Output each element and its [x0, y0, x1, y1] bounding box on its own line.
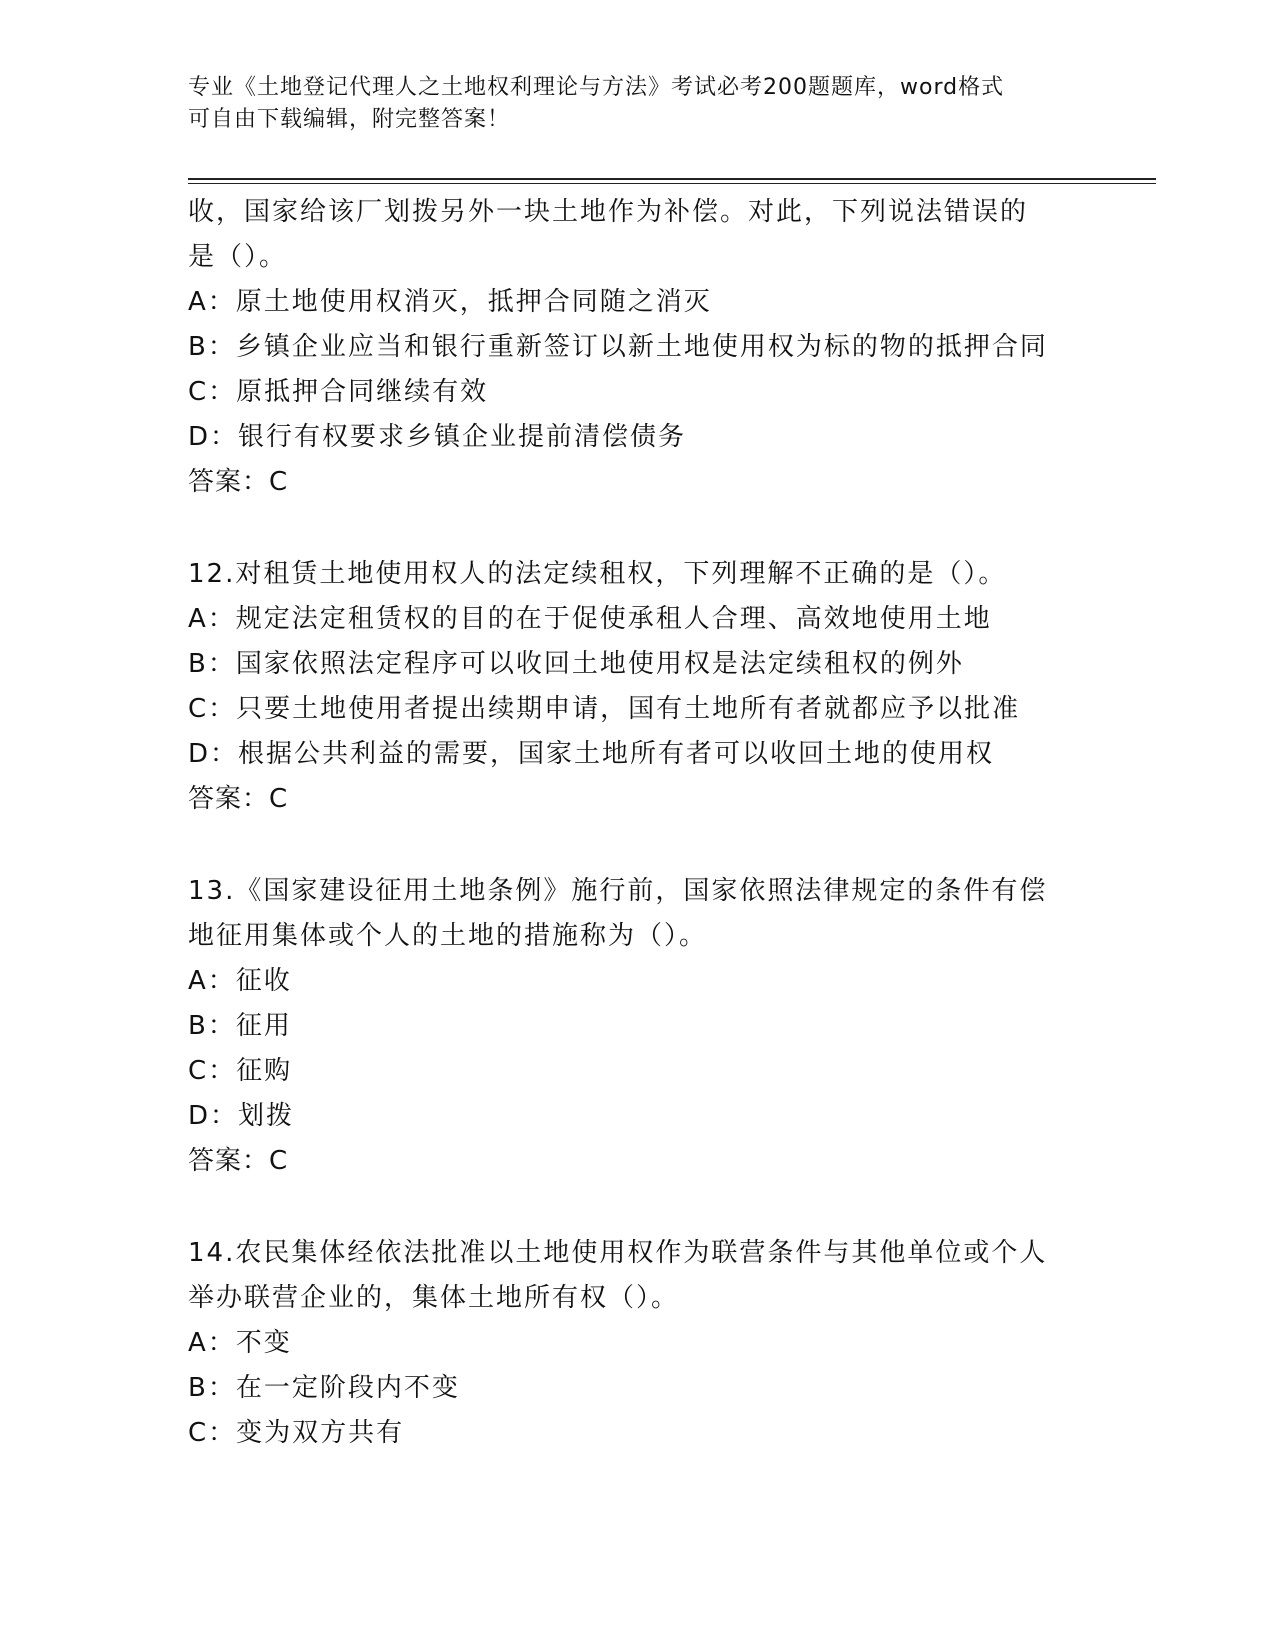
question-13-text-line-1: 13.《国家建设征用土地条例》施行前，国家依照法律规定的条件有偿 [188, 876, 1048, 906]
header-divider-thin [188, 183, 1156, 184]
question-14-option-c: C：变为双方共有 [188, 1418, 405, 1448]
question-13-text-line-2: 地征用集体或个人的土地的措施称为（）。 [188, 921, 708, 951]
spacer [188, 822, 1088, 869]
question-14-option-b: B：在一定阶段内不变 [188, 1373, 460, 1403]
spacer [188, 505, 1088, 552]
header-title-line-2: 可自由下载编辑，附完整答案！ [188, 107, 511, 132]
question-11-answer: 答案：C [188, 467, 289, 497]
question-11-option-c: C：原抵押合同继续有效 [188, 377, 489, 407]
question-13-option-d: D：划拨 [188, 1101, 295, 1131]
question-13 [188, 869, 1088, 1184]
question-12-option-a: A：规定法定租赁权的目的在于促使承租人合理、高效地使用土地 [188, 604, 992, 634]
question-13-option-b: B：征用 [188, 1011, 292, 1041]
question-12-text-line-1: 12.对租赁土地使用权人的法定续租权，下列理解不正确的是（）。 [188, 559, 1007, 589]
question-14-option-a: A：不变 [188, 1328, 292, 1358]
question-list [188, 190, 1088, 1456]
question-14-text-line-1: 14.农民集体经依法批准以土地使用权作为联营条件与其他单位或个人 [188, 1238, 1048, 1268]
question-11 [188, 190, 1088, 505]
question-12-answer: 答案：C [188, 784, 289, 814]
question-12 [188, 552, 1088, 822]
question-14 [188, 1231, 1088, 1456]
header-title-line-1: 专业《土地登记代理人之土地权利理论与方法》考试必考200题题库，word格式 [188, 75, 1005, 100]
question-11-text-line-1: 收，国家给该厂划拨另外一块土地作为补偿。对此，下列说法错误的 [188, 197, 1029, 227]
question-14-text-line-2: 举办联营企业的，集体土地所有权（）。 [188, 1283, 680, 1313]
question-12-option-d: D：根据公共利益的需要，国家土地所有者可以收回土地的使用权 [188, 739, 995, 769]
question-11-option-b: B：乡镇企业应当和银行重新签订以新土地使用权为标的物的抵押合同 [188, 332, 1048, 362]
question-13-option-a: A：征收 [188, 966, 292, 996]
page-header [188, 72, 1068, 136]
question-13-answer: 答案：C [188, 1146, 289, 1176]
question-11-option-d: D：银行有权要求乡镇企业提前清偿债务 [188, 422, 687, 452]
spacer [188, 1184, 1088, 1231]
question-12-option-c: C：只要土地使用者提出续期申请，国有土地所有者就都应予以批准 [188, 694, 1021, 724]
question-11-text-line-2: 是（）。 [188, 242, 288, 272]
question-13-option-c: C：征购 [188, 1056, 293, 1086]
header-divider-thick [188, 178, 1156, 180]
question-12-option-b: B：国家依照法定程序可以收回土地使用权是法定续租权的例外 [188, 649, 964, 679]
question-11-option-a: A：原土地使用权消灭，抵押合同随之消灭 [188, 287, 712, 317]
